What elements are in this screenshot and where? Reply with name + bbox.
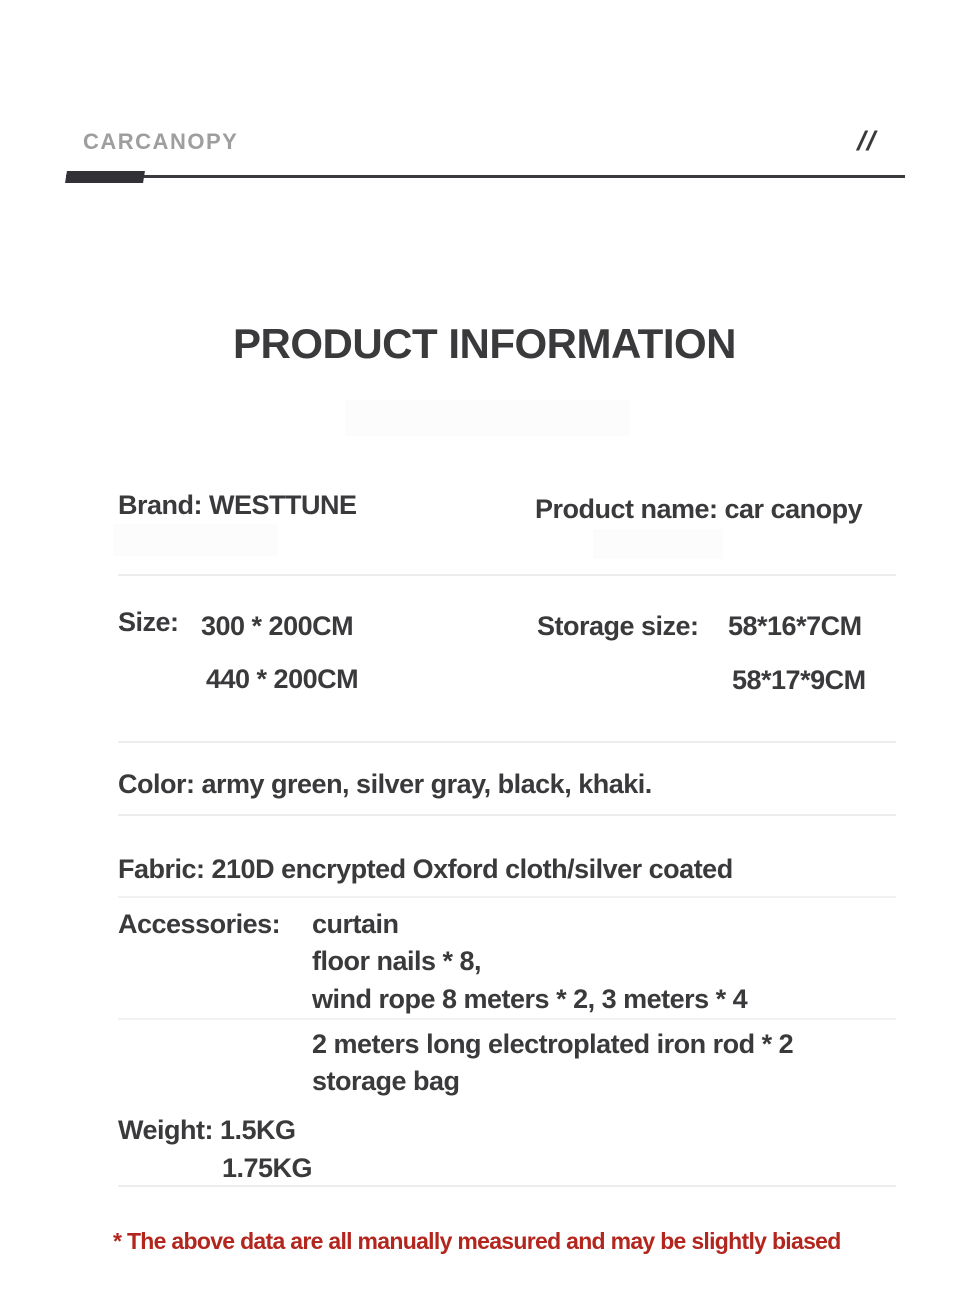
- size-value-2: 440 * 200CM: [206, 664, 359, 694]
- accessory-item: 2 meters long electroplated iron rod * 2: [312, 1029, 794, 1059]
- storage-size-value-1: 58*16*7CM: [728, 611, 862, 641]
- accessories-label: Accessories:: [118, 909, 281, 939]
- size-value-1: 300 * 200CM: [201, 611, 354, 641]
- weight-second-value: 1.75KG: [222, 1153, 313, 1183]
- color-text: Color: army green, silver gray, black, khaki.: [118, 769, 652, 799]
- row-divider: [118, 1185, 896, 1187]
- accessory-item: storage bag: [312, 1066, 460, 1096]
- watermark-box: [593, 529, 723, 559]
- size-label: Size:: [118, 607, 179, 637]
- storage-size-value-2: 58*17*9CM: [732, 665, 866, 695]
- row-divider: [118, 896, 896, 898]
- weight-text: Weight: 1.5KG: [118, 1115, 296, 1145]
- brand-logo: CARCANOPY: [83, 129, 239, 154]
- storage-size-label: Storage size:: [537, 611, 699, 641]
- watermark-box: [113, 524, 278, 556]
- brand-text: Brand: WESTTUNE: [118, 490, 357, 520]
- page-title: PRODUCT INFORMATION: [232, 320, 736, 367]
- row-divider: [118, 1018, 896, 1020]
- measurement-disclaimer: * The above data are all manually measured and may be slightly biased: [113, 1228, 841, 1254]
- header-divider-line: [66, 175, 905, 178]
- accessory-item: floor nails * 8,: [312, 946, 482, 976]
- product-name-text: Product name: car canopy: [535, 494, 863, 524]
- row-divider: [118, 814, 896, 816]
- accessory-item: curtain: [312, 909, 399, 939]
- watermark-box: [345, 400, 630, 436]
- fabric-text: Fabric: 210D encrypted Oxford cloth/silver coated: [118, 854, 733, 884]
- double-slash-icon: //: [854, 126, 882, 156]
- header-divider-accent-block: [65, 171, 145, 183]
- row-divider: [118, 741, 896, 743]
- accessory-item: wind rope 8 meters * 2, 3 meters * 4: [312, 984, 748, 1014]
- row-divider: [118, 574, 896, 576]
